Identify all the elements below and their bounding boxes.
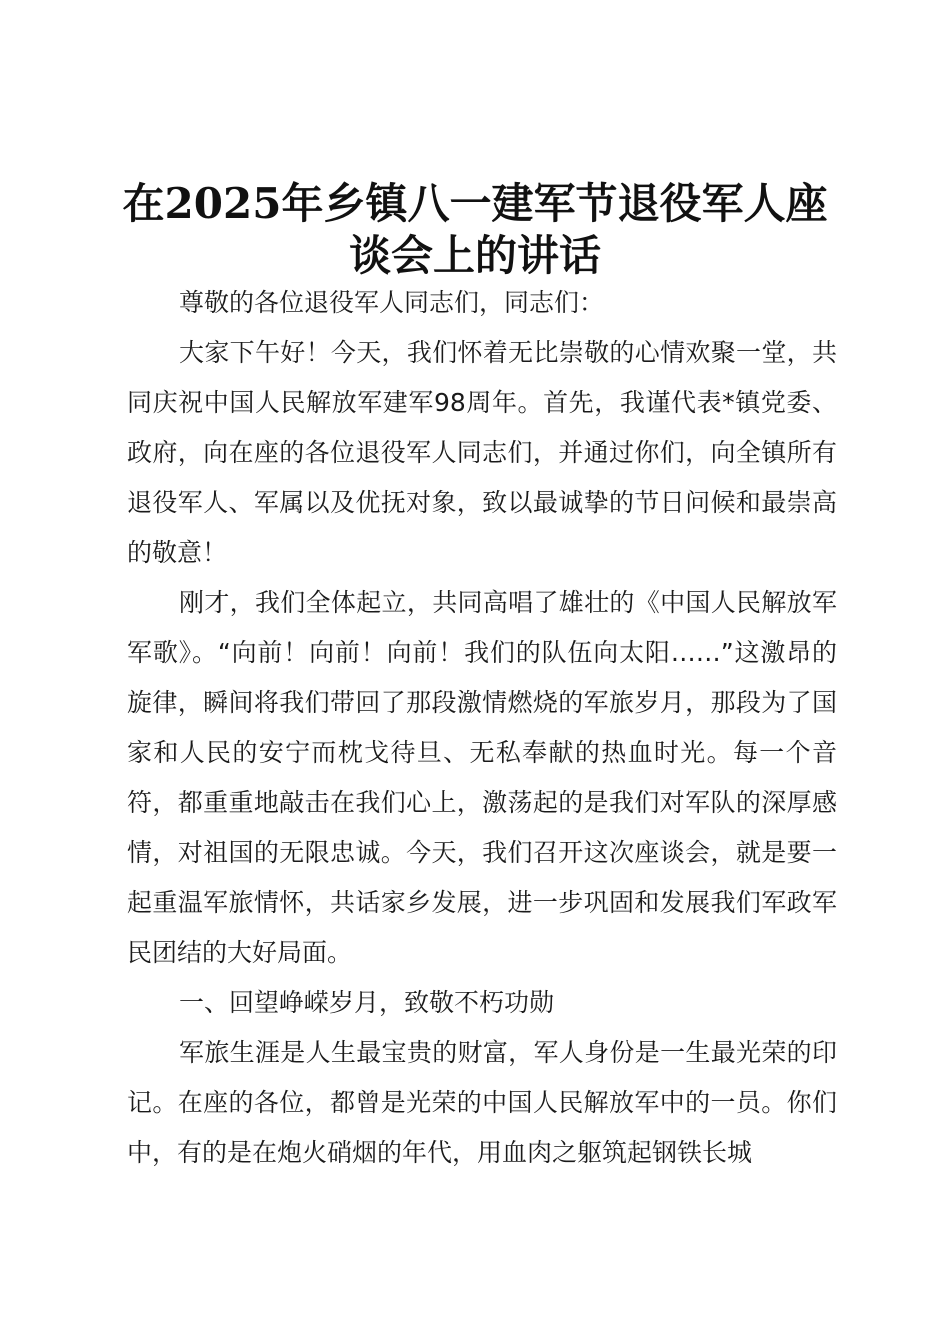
salutation: 尊敬的各位退役军人同志们，同志们：	[179, 288, 605, 317]
section-heading: 一、回望峥嵘岁月，致敬不朽功勋	[179, 988, 555, 1017]
paragraph: 军旅生涯是人生最宝贵的财富，军人身份是一生最光荣的印记。在座的各位，都曾是光荣的中国人民解放军中的一员。你们中，有的是在炮火硝烟的年代，用血肉之躯筑起钢铁长城	[127, 1038, 837, 1167]
document-body	[127, 278, 837, 1178]
paragraph: 刚才，我们全体起立，共同高唱了雄壮的《中国人民解放军军歌》。“向前！向前！向前！我们的队伍向太阳……”这激昂的旋律，瞬间将我们带回了那段激情燃烧的军旅岁月，那段为了国家和人民的安宁而枕戈待旦、无私奉献的热血时光。每一个音符，都重重地敲击在我们心上，激荡起的是我们对军队的深厚感情，对祖国的无限忠诚。今天，我们召开这次座谈会，就是要一起重温军旅情怀，共话家乡发展，进一步巩固和发展我们军政军民团结的大好局面。	[127, 588, 837, 967]
paragraph: 大家下午好！今天，我们怀着无比崇敬的心情欢聚一堂，共同庆祝中国人民解放军建军98周年。首先，我谨代表*镇党委、政府，向在座的各位退役军人同志们，并通过你们，向全镇所有退役军人、军属以及优抚对象，致以最诚挚的节日问候和最崇高的敬意！	[127, 338, 837, 567]
document-title: 在2025年乡镇八一建军节退役军人座谈会上的讲话	[122, 179, 828, 280]
